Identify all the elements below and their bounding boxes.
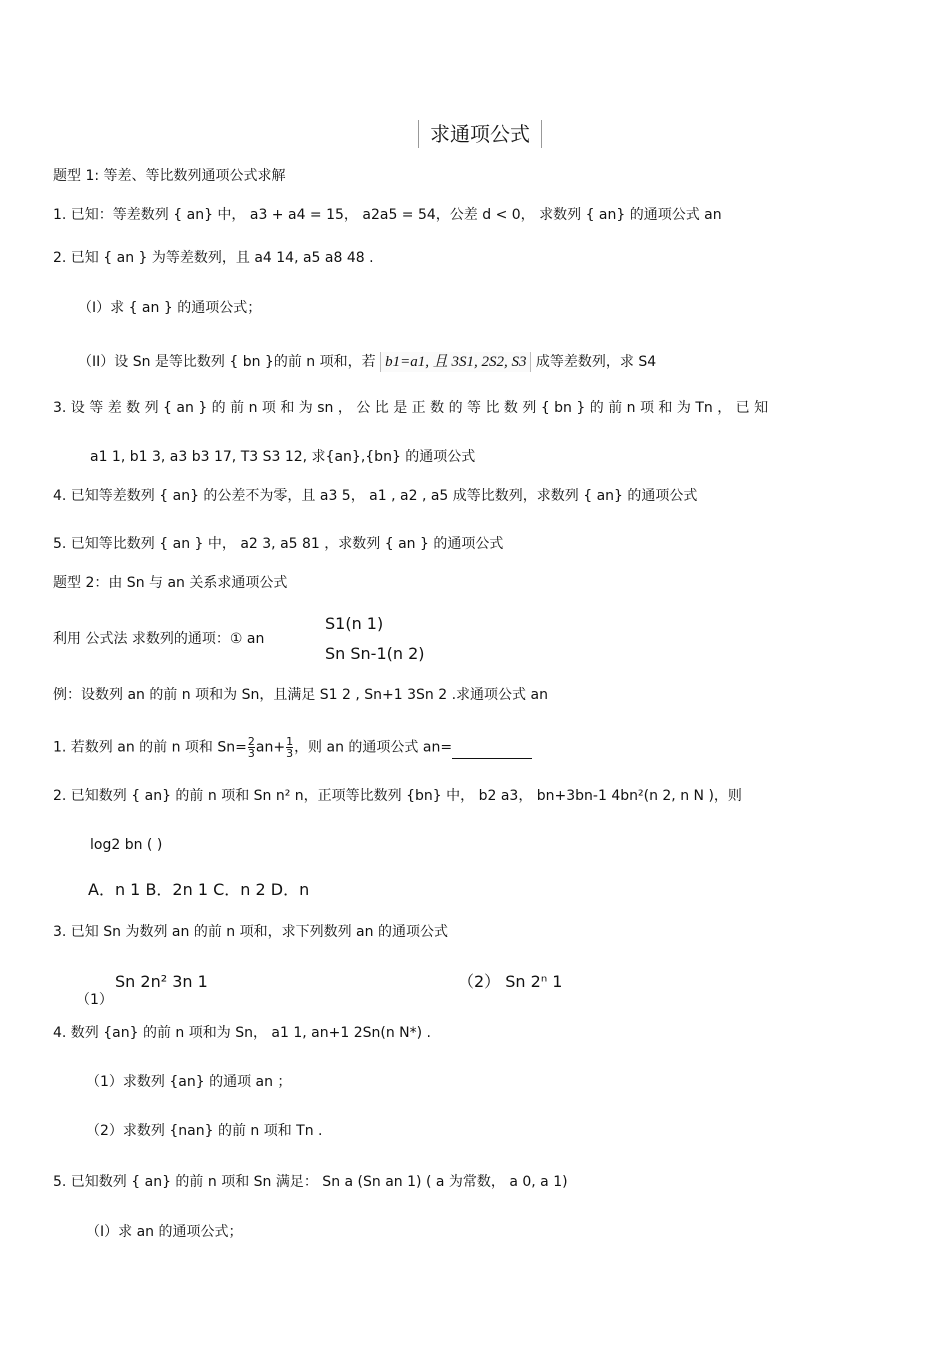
fraction-denominator: 3 xyxy=(247,747,255,760)
question-1-suffix: ，则 an 的通项公式 an= xyxy=(294,739,453,756)
section-heading-type-2: 题型 2：由 Sn 与 an 关系求通项公式 xyxy=(53,575,288,591)
question-2-expression: log2 bn ( ) xyxy=(90,837,163,853)
question-3-part-1: Sn 2n² 3n 1 xyxy=(115,972,208,991)
question-1-middle: an+ xyxy=(255,739,286,756)
fraction-numerator: 1 xyxy=(286,735,294,748)
problem-2-part-1: （I）求 { an } 的通项公式； xyxy=(78,300,262,316)
question-1-prefix: 1. 若数列 an 的前 n 项和 Sn= xyxy=(53,739,247,756)
question-4: 4. 数列 {an} 的前 n 项和为 Sn， a1 1, an+1 2Sn(n N*) . xyxy=(53,1025,431,1041)
question-5-part-1: （I）求 an 的通项公式； xyxy=(86,1224,243,1240)
formula-case-2: Sn Sn-1(n 2) xyxy=(325,644,425,663)
problem-4: 4. 已知等差数列 { an} 的公差不为零，且 a3 5， a1 , a2 , a5 成等比数列，求数列 { an} 的通项公式 xyxy=(53,488,698,504)
question-3-part-2: （2） Sn 2ⁿ 1 xyxy=(458,972,563,991)
question-5: 5. 已知数列 { an} 的前 n 项和 Sn 满足： Sn a (Sn an 1) ( a 为常数， a 0, a 1) xyxy=(53,1174,568,1190)
fraction-denominator: 3 xyxy=(286,747,294,760)
section-heading-type-1: 题型 1: 等差、等比数列通项公式求解 xyxy=(53,168,286,184)
question-3-part-1-number: （1） xyxy=(76,992,113,1008)
question-3: 3. 已知 Sn 为数列 an 的前 n 项和，求下列数列 an 的通项公式 xyxy=(53,924,448,940)
answer-blank xyxy=(452,744,532,759)
problem-2-part-2-suffix: 成等差数列，求 S4 xyxy=(535,354,657,370)
fraction-two-thirds xyxy=(248,736,255,759)
question-1 xyxy=(53,736,532,759)
question-2-options: A．n 1 B．2n 1 C．n 2 D．n xyxy=(88,880,310,899)
formula-image-snippet: b1=a1, 且 3S1, 2S2, S3 xyxy=(380,352,531,372)
fraction-numerator: 2 xyxy=(247,735,255,748)
problem-2-part-2-prefix: （II）设 Sn 是等比数列 { bn }的前 n 项和，若 xyxy=(78,354,376,370)
fraction-one-third xyxy=(286,736,293,759)
problem-3-conditions: a1 1, b1 3, a3 b3 17, T3 S3 12, 求{an},{bn} 的通项公式 xyxy=(90,449,476,465)
example: 例：设数列 an 的前 n 项和为 Sn，且满足 S1 2 , Sn+1 3Sn 2 .求通项公式 an xyxy=(53,687,548,703)
formula-case-1: S1(n 1) xyxy=(325,614,384,633)
problem-2: 2. 已知 { an } 为等差数列，且 a4 14, a5 a8 48 . xyxy=(53,250,374,266)
problem-1: 1. 已知：等差数列 { an} 中， a3 + a4 = 15， a2a5 = 54，公差 d < 0， 求数列 { an} 的通项公式 an xyxy=(53,207,722,223)
problem-5: 5. 已知等比数列 { an } 中， a2 3, a5 81 ，求数列 { an } 的通项公式 xyxy=(53,536,504,552)
problem-2-part-2 xyxy=(78,352,656,372)
question-4-part-2: （2）求数列 {nan} 的前 n 项和 Tn . xyxy=(86,1123,323,1139)
question-2: 2. 已知数列 { an} 的前 n 项和 Sn n² n，正项等比数列 {bn} 中， b2 a3， bn+3bn-1 4bn²(n 2, n N )，则 xyxy=(53,788,742,804)
formula-label: 利用 公式法 求数列的通项：① an xyxy=(53,631,265,647)
question-4-part-1: （1）求数列 {an} 的通项 an ； xyxy=(86,1074,292,1090)
page-title: 求通项公式 xyxy=(418,120,542,148)
problem-3: 3. 设 等 差 数 列 { an } 的 前 n 项 和 为 sn ， 公 比 是 正 数 的 等 比 数 列 { bn } 的 前 n 项 和 为 Tn ， 已 知 xyxy=(53,400,769,416)
